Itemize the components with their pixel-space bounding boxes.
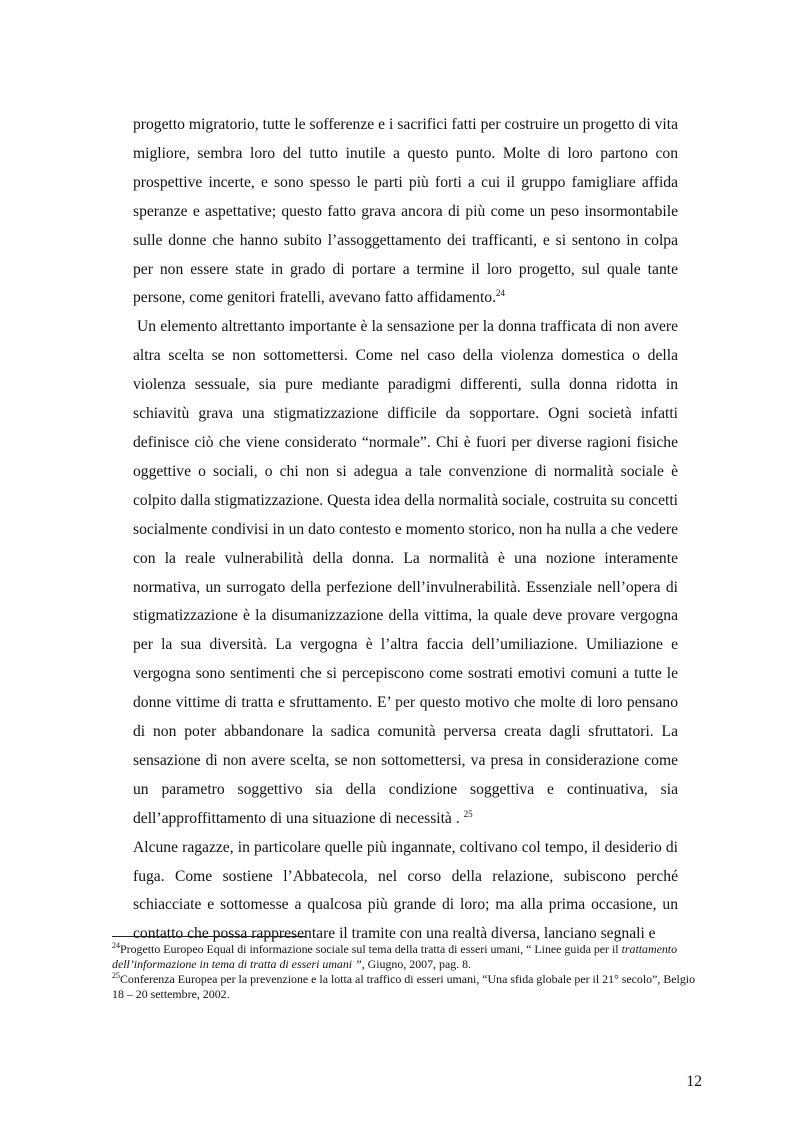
footnote-text: Progetto Europeo Equal di informazione sociale sul tema della tratta di esseri umani, “ Linee guida per il — [120, 942, 622, 956]
paragraph-1-text: progetto migratorio, tutte le sofferenze e i sacrifici fatti per costruire un progetto di vita migliore, sembra loro del tutto inutile a questo punto. Molte di loro partono con prospettive incerte, e sono spesso le parti più forti a cui il gruppo famigliare affida speranze e aspettative; questo fatto grava ancora di più come un peso insormontabile sulle donne che hanno subito l’assoggettamento dei trafficanti, e si sentono in colpa per non essere state in grado di portare a termine il loro progetto, sul quale tante persone, come genitori fratelli, avevano fatto affidamento. — [133, 116, 678, 307]
footnotes — [112, 942, 698, 1002]
paragraph-3-text: Alcune ragazze, in particolare quelle più ingannate, coltivano col tempo, il desiderio di fuga. Come sostiene l’Abbatecola, nel corso della relazione, subiscono perché schiacciate e sottomesse a qualcosa più grande di loro; ma alla prima occasione, un contatto che possa rappresentare il tramite con una realtà diversa, lanciano segnali e — [133, 838, 678, 943]
paragraph-2-text: Un elemento altrettanto importante è la sensazione per la donna trafficata di non avere altra scelta se non sottomettersi. Come nel caso della violenza domestica o della violenza sessuale, sia pure mediante paradigmi differenti, sulla donna ridotta in schiavitù grava una stigmatizzazione difficile da sopportare. Ogni società infatti definisce ciò che viene considerato “normale”. Chi è fuori per diverse ragioni fisiche oggettive o sociali, o chi non si adegua a tale convenzione di normalità sociale è colpito dalla stigmatizzazione. Questa idea della normalità sociale, costruita su concetti socialmente condivisi in un dato contesto e momento storico, non ha nulla a che vedere con la reale vulnerabilità della donna. La normalità è una nozione interamente normativa, un surrogato della perfezione dell’invulnerabilità. Essenziale nell’opera di stigmatizzazione è la disumanizzazione della vittima, la quale deve provare vergogna per la sua diversità. La vergogna è l’altra faccia dell’umiliazione. Umiliazione e vergogna sono sentimenti che si percepiscono come sostrati emotivi comuni a tutte le donne vittime di tratta e sfruttamento. E’ per questo motivo che molte di loro pensano di non poter abbandonare la sadica comunità perversa creata dagli sfruttatori. La sensazione di non avere scelta, se non sottomettersi, va presa in considerazione come un parametro soggettivo sia della condizione soggettiva e continuativa, sia dell’approffittamento di una situazione di necessità . — [133, 318, 678, 827]
body-text — [133, 111, 678, 949]
footnote-number: 25 — [112, 971, 120, 981]
footnote-text: Conferenza Europea per la prevenzione e la lotta al traffico di esseri umani, “Una sfida globale per il 21° secolo”, Belgio 18 – 20 settembre, 2002. — [112, 972, 696, 1001]
footnote-separator — [112, 936, 305, 937]
paragraph-3 — [133, 834, 678, 950]
paragraph-1 — [133, 111, 678, 313]
footnote-ref-24[interactable]: 24 — [496, 288, 505, 299]
footnote-text-end: , Giugno, 2007, pag. 8. — [361, 957, 472, 971]
page-number: 12 — [686, 1073, 702, 1090]
footnote-number: 24 — [112, 941, 120, 951]
footnote-ref-25[interactable]: 25 — [463, 808, 473, 819]
paragraph-2 — [133, 313, 678, 833]
footnote-24 — [112, 942, 698, 972]
footnote-italic-title: trattamento dell’informazione in tema di tratta di esseri umani ” — [112, 942, 678, 971]
footnote-25 — [112, 972, 698, 1002]
